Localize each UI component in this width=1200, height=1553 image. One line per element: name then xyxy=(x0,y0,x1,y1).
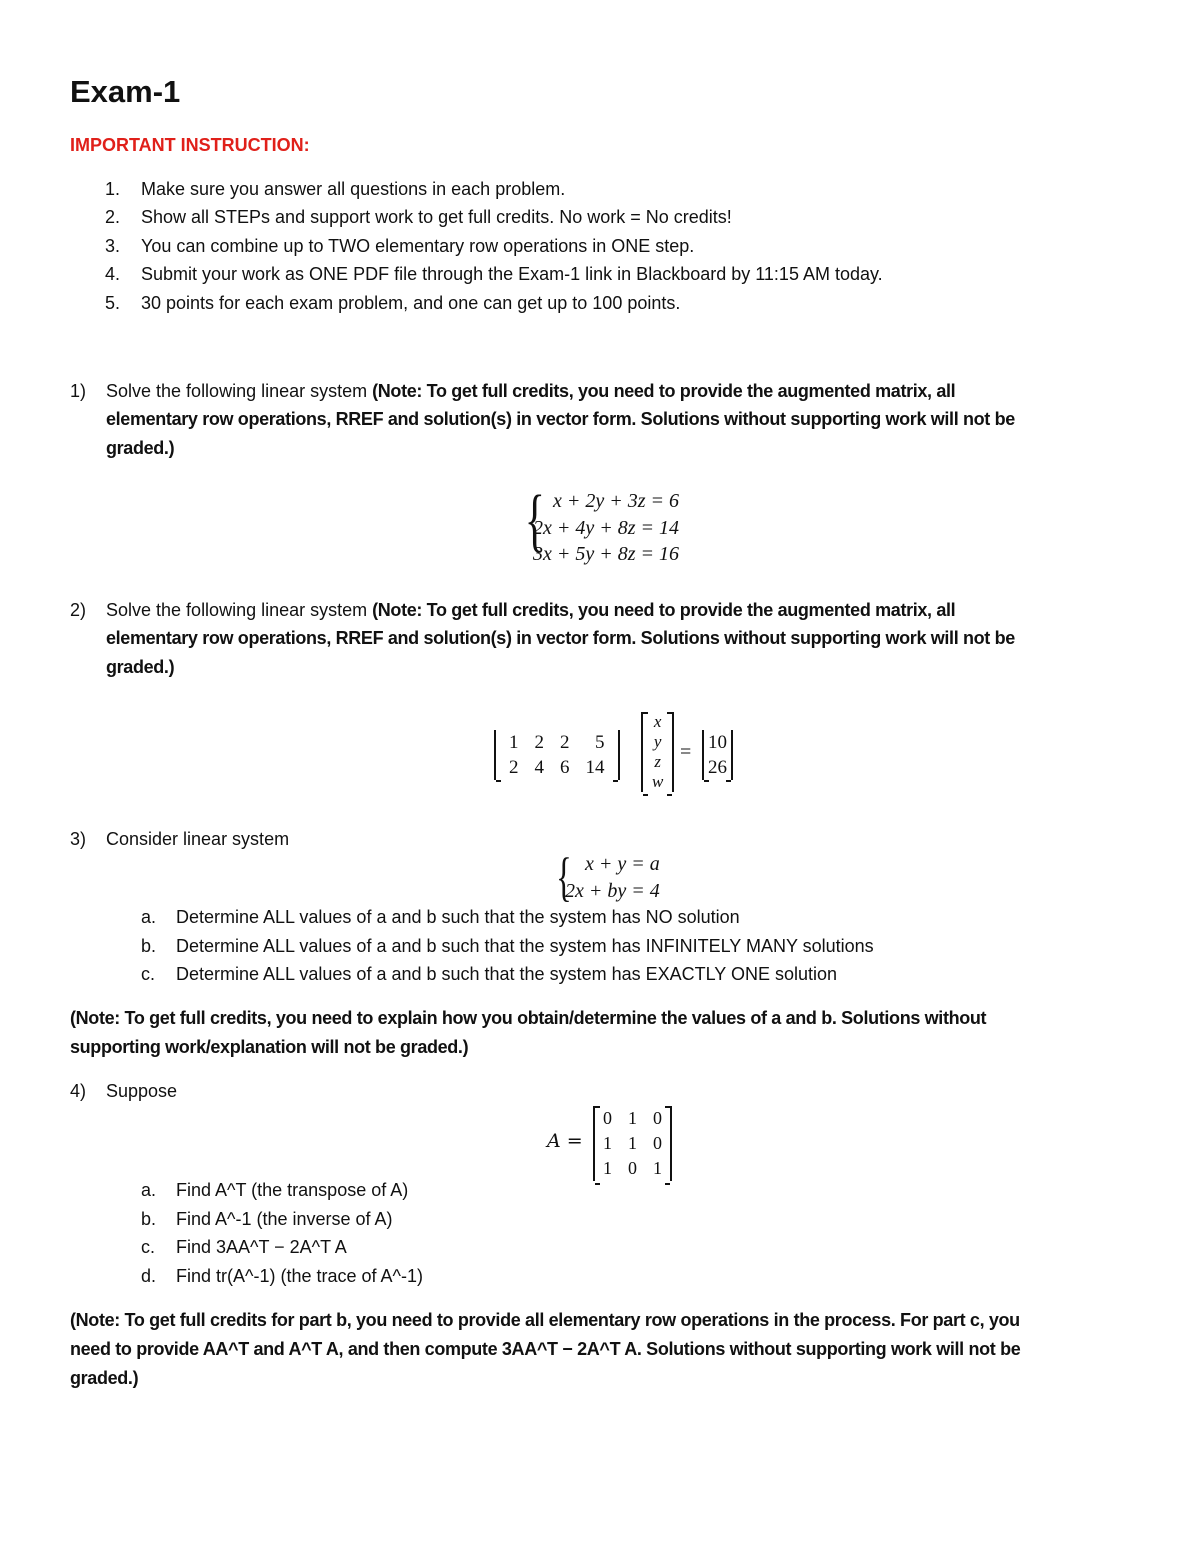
item-letter: d. xyxy=(141,1266,157,1286)
item-letter: c. xyxy=(141,1237,156,1257)
matrix-label: A = xyxy=(547,1130,583,1152)
problem-note: graded.) xyxy=(106,657,175,677)
equation: 2x + by = 4 xyxy=(565,879,660,902)
problem-note: (Note: To get full credits, you need to explain how you obtain/determine the values of a and b. Solutions without xyxy=(70,1008,987,1028)
matrix-cell: x xyxy=(653,712,662,731)
problem-number: 3) xyxy=(70,829,87,849)
item-letter: a. xyxy=(141,907,157,927)
matrix-a xyxy=(593,1106,672,1181)
matrix-cell: 26 xyxy=(708,757,727,778)
list-item: Make sure you answer all questions in each problem. xyxy=(141,179,566,199)
equation: 2x + 4y + 8z = 14 xyxy=(533,516,680,539)
matrix-cell: 6 xyxy=(560,757,570,778)
problem-statement xyxy=(106,381,955,402)
matrix-cell: 2 xyxy=(560,732,570,753)
matrix-cell: z xyxy=(654,752,661,771)
matrix-cell: y xyxy=(653,732,662,751)
problem-note: (Note: To get full credits, you need to provide the augmented matrix, all xyxy=(372,381,956,401)
list-item: Find A^T (the transpose of A) xyxy=(176,1180,409,1200)
problem-note: need to provide AA^T and A^T A, and then compute 3AA^T − 2A^T A. Solutions without supporting work will not be xyxy=(70,1339,1021,1359)
matrix-cell: 4 xyxy=(534,757,544,778)
matrix-cell: 1 xyxy=(653,1158,662,1178)
item-letter: b. xyxy=(141,936,157,956)
problem-lead: Consider linear system xyxy=(106,829,290,849)
matrix-cell: 1 xyxy=(603,1158,612,1178)
matrix-cell: 2 xyxy=(534,732,544,753)
equation-system xyxy=(565,853,660,906)
list-item: Find 3AA^T − 2A^T A xyxy=(176,1237,347,1257)
equals-sign: = xyxy=(680,741,692,763)
problem-note: graded.) xyxy=(70,1368,139,1388)
problem-number: 1) xyxy=(70,381,87,401)
list-item: Determine ALL values of a and b such that the system has INFINITELY MANY solutions xyxy=(176,936,874,956)
problem-statement xyxy=(106,600,955,621)
problem-lead: Suppose xyxy=(106,1081,178,1101)
list-item-number: 1. xyxy=(105,179,121,199)
matrix-cell: 5 xyxy=(595,732,605,753)
item-letter: b. xyxy=(141,1209,157,1229)
coefficient-matrix xyxy=(494,730,620,780)
list-item-number: 2. xyxy=(105,207,121,227)
matrix-cell: 0 xyxy=(653,1133,662,1153)
equation: x + y = a xyxy=(585,853,660,875)
matrix-cell: 0 xyxy=(628,1158,637,1178)
list-item: Determine ALL values of a and b such that the system has EXACTLY ONE solution xyxy=(176,964,838,984)
page-title: Exam-1 xyxy=(70,74,181,109)
brace-icon: { xyxy=(524,482,545,559)
important-heading: IMPORTANT INSTRUCTION: xyxy=(70,135,310,155)
problem-note: (Note: To get full credits, you need to provide the augmented matrix, all xyxy=(372,600,956,620)
problem-note: elementary row operations, RREF and solution(s) in vector form. Solutions without supporting work will not be xyxy=(106,409,1015,429)
matrix-cell: 0 xyxy=(653,1108,662,1128)
list-item-number: 5. xyxy=(105,293,121,313)
problem-note: (Note: To get full credits for part b, you need to provide all elementary row operations in the process. For part c, you xyxy=(70,1310,1020,1330)
matrix-cell: w xyxy=(652,772,664,791)
problem-note: graded.) xyxy=(106,438,175,458)
problem-number: 4) xyxy=(70,1081,87,1101)
matrix-cell: 0 xyxy=(603,1108,612,1128)
item-letter: a. xyxy=(141,1180,157,1200)
item-letter: c. xyxy=(141,964,156,984)
brace-icon: { xyxy=(556,847,572,907)
problem-number: 2) xyxy=(70,600,87,620)
equation: 3x + 5y + 8z = 16 xyxy=(533,543,680,565)
problem-note: elementary row operations, RREF and solution(s) in vector form. Solutions without supporting work will not be xyxy=(106,628,1015,648)
equation: x + 2y + 3z = 6 xyxy=(553,490,680,512)
matrix-cell: 1 xyxy=(603,1133,612,1153)
problem-lead: Solve the following linear system xyxy=(106,600,373,620)
list-item: Find A^-1 (the inverse of A) xyxy=(176,1209,393,1229)
matrix-cell: 10 xyxy=(708,732,727,753)
list-item: Submit your work as ONE PDF file through the Exam-1 link in Blackboard by 11:15 AM today. xyxy=(141,264,883,284)
equation-system xyxy=(533,490,679,570)
list-item-number: 3. xyxy=(105,236,121,256)
list-item-number: 4. xyxy=(105,264,121,284)
matrix-cell: 2 xyxy=(509,757,519,778)
list-item: Determine ALL values of a and b such that the system has NO solution xyxy=(176,907,740,927)
variable-vector xyxy=(641,712,674,792)
list-item: You can combine up to TWO elementary row operations in ONE step. xyxy=(141,236,695,256)
matrix-cell: 14 xyxy=(585,757,605,778)
list-item: Show all STEPs and support work to get full credits. No work = No credits! xyxy=(141,207,732,227)
matrix-cell: 1 xyxy=(628,1108,637,1128)
problem-note: supporting work/explanation will not be graded.) xyxy=(70,1037,469,1057)
matrix-cell: 1 xyxy=(628,1133,637,1153)
list-item: 30 points for each exam problem, and one can get up to 100 points. xyxy=(141,293,681,313)
rhs-vector xyxy=(702,730,733,780)
list-item: Find tr(A^-1) (the trace of A^-1) xyxy=(176,1266,423,1286)
matrix-cell: 1 xyxy=(509,732,519,753)
problem-lead: Solve the following linear system xyxy=(106,381,373,401)
